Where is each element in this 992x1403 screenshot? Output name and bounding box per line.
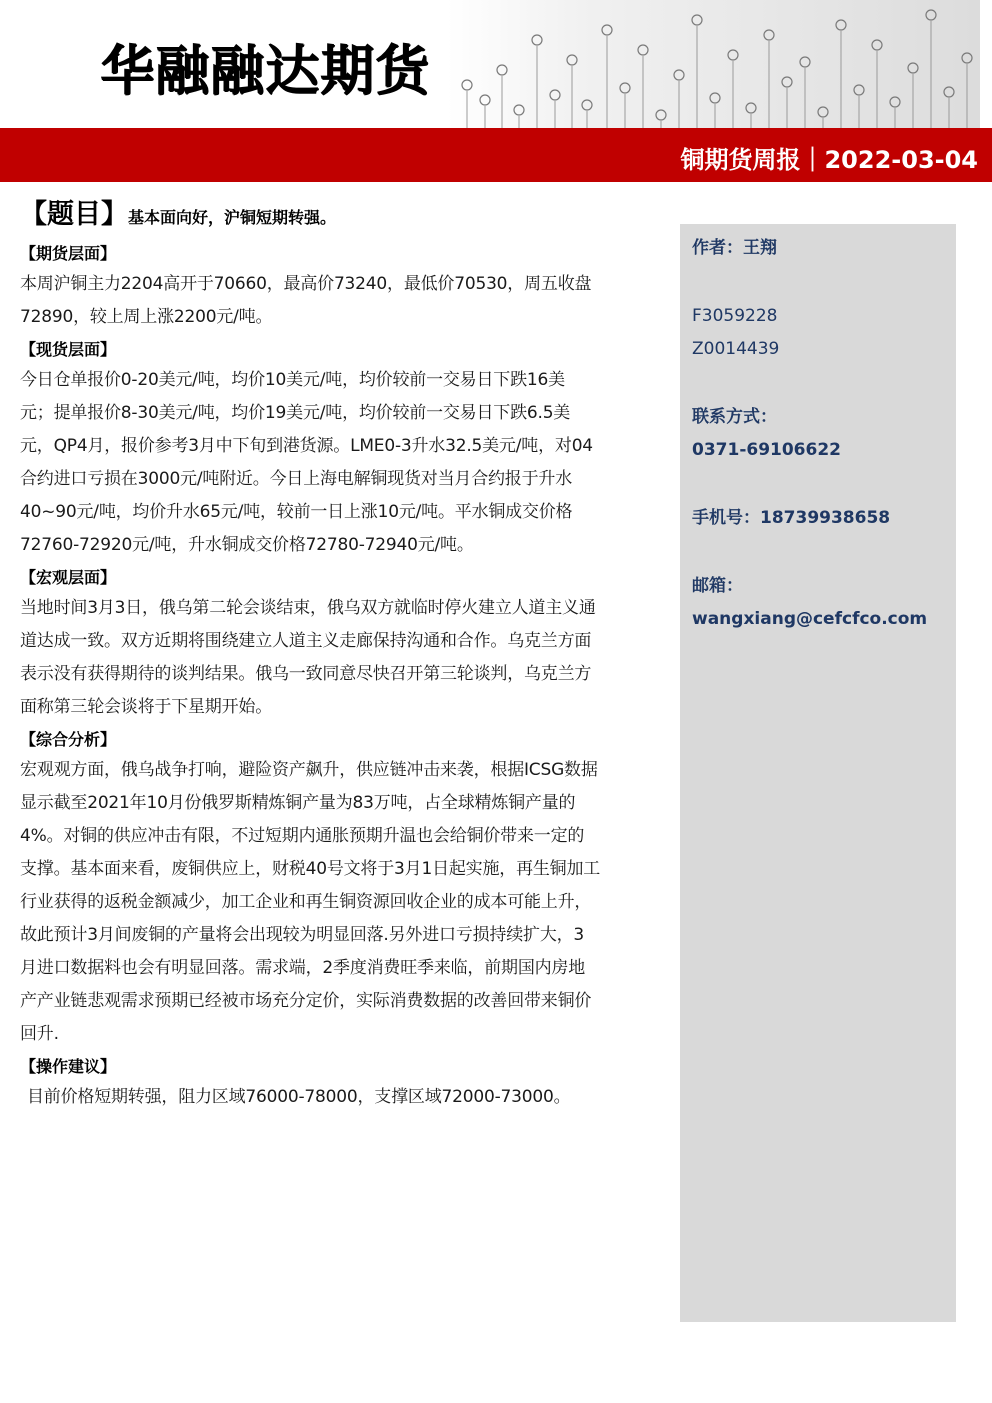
text-line: 当地时间3月3日，俄乌第二轮会谈结束，俄乌双方就临时停火建立人道主义通: [20, 598, 596, 618]
mobile-line: [692, 502, 944, 535]
brand-logo: 华融融达期货: [100, 38, 430, 102]
text-line: 故此预计3月间废铜的产量将会出现较为明显回落.另外进口亏损持续扩大，3: [20, 925, 585, 945]
text-line: 支撑。基本面来看，废铜供应上，财税40号文将于3月1日起实施，再生铜加工: [20, 859, 601, 879]
topic-label: 【题目】: [20, 199, 128, 230]
text-line: 产产业链悲观需求预期已经被市场充分定价，实际消费数据的改善回带来铜价: [20, 991, 592, 1011]
stem-bulb: [638, 45, 648, 55]
section-heading: 【宏观层面】: [20, 568, 117, 587]
text-line: 本周沪铜主力2204高开于70660，最高价73240，最低价70530，周五收盘: [20, 274, 592, 294]
contact-phone: 0371-69106622: [692, 440, 841, 460]
stem-bulb: [480, 95, 490, 105]
stem-bulb: [602, 25, 612, 35]
section-heading: 【现货层面】: [20, 340, 117, 359]
stem-bulb: [944, 87, 954, 97]
stem-bulb: [962, 53, 972, 63]
stem-bulb: [514, 105, 524, 115]
license-number: Z0014439: [692, 339, 780, 359]
topic-text: 基本面向好，沪铜短期转强。: [128, 208, 337, 227]
email-value: wangxiang@cefcfco.com: [692, 609, 928, 629]
spacer: [692, 535, 944, 570]
text-line: 宏观观方面，俄乌战争打响，避险资产飙升，供应链冲击来袭，根据ICSG数据: [20, 760, 598, 780]
dandelion-pattern-graphic: [447, 0, 980, 128]
section-heading: 【期货层面】: [20, 244, 117, 263]
section-heading: 【综合分析】: [20, 730, 117, 749]
section-paragraph: [20, 754, 670, 1051]
spacer: [692, 467, 944, 502]
stem-bulb: [462, 80, 472, 90]
text-line: 4%。对铜的供应冲击有限，不过短期内通胀预期升温也会给铜价带来一定的: [20, 826, 585, 846]
report-title: 铜期货周报｜2022-03-04: [680, 146, 978, 174]
stem-bulb: [872, 40, 882, 50]
stem-bulb: [836, 20, 846, 30]
text-line: 月进口数据料也会有明显回落。需求端，2季度消费旺季来临，前期国内房地: [20, 958, 586, 978]
text-line: 表示没有获得期待的谈判结果。俄乌一致同意尽快召开第三轮谈判，乌克兰方: [20, 664, 592, 684]
stem-bulb: [908, 63, 918, 73]
stem-bulb: [926, 10, 936, 20]
stem-bulb: [582, 100, 592, 110]
stem-bulb: [710, 93, 720, 103]
stem-bulb: [620, 83, 630, 93]
topic-line: [20, 192, 336, 231]
license-number: F3059228: [692, 306, 778, 326]
author-line: [692, 232, 944, 265]
text-line: 元，QP4月，报价参考3月中下旬到港货源。LME0-3升水32.5美元/吨，对04: [20, 436, 593, 456]
stem-bulb: [550, 90, 560, 100]
section-heading: 【操作建议】: [20, 1057, 117, 1076]
stem-bulb: [567, 55, 577, 65]
text-line: 显示截至2021年10月份俄罗斯精炼铜产量为83万吨，占全球精炼铜产量的: [20, 793, 576, 813]
stem-bulb: [890, 97, 900, 107]
stem-bulb: [532, 35, 542, 45]
stem-bulb: [746, 103, 756, 113]
stem-bulb: [497, 65, 507, 75]
spacer: [692, 265, 944, 300]
mobile-label: 手机号：: [692, 508, 760, 528]
section-paragraph: [20, 268, 670, 334]
section-analysis: [20, 726, 670, 1051]
text-line: 道达成一致。双方近期将围绕建立人道主义走廊保持沟通和合作。乌克兰方面: [20, 631, 592, 651]
text-line: 合约进口亏损在3000元/吨附近。今日上海电解铜现货对当月合约报于升水: [20, 469, 572, 489]
author-label: 作者：: [692, 238, 743, 258]
text-line: 今日仓单报价0-20美元/吨，均价10美元/吨，均价较前一交易日下跌16美: [20, 370, 565, 390]
email-label: 邮箱：: [692, 576, 743, 596]
section-advice: [20, 1053, 670, 1114]
section-futures: [20, 240, 670, 334]
section-macro: [20, 564, 670, 724]
author-sidebar: [680, 224, 956, 1322]
stem-bulb: [782, 77, 792, 87]
mobile-value: 18739938658: [760, 508, 891, 528]
section-paragraph: [20, 364, 670, 562]
section-paragraph: [20, 592, 670, 724]
stem-bulb: [854, 85, 864, 95]
text-line: 72890，较上周上涨2200元/吨。: [20, 307, 273, 327]
text-line: 72760-72920元/吨，升水铜成交价格72780-72940元/吨。: [20, 535, 474, 555]
stem-bulb: [800, 57, 810, 67]
stem-bulb: [818, 107, 828, 117]
text-line: 元；提单报价8-30美元/吨，均价19美元/吨，均价较前一交易日下跌6.5美: [20, 403, 571, 423]
stem-bulb: [656, 110, 666, 120]
header-decoration: [447, 0, 980, 128]
section-spot: [20, 336, 670, 562]
text-line: 40~90元/吨，均价升水65元/吨，较前一日上涨10元/吨。平水铜成交价格: [20, 502, 573, 522]
section-paragraph: [20, 1081, 670, 1114]
spacer: [692, 366, 944, 401]
contact-label: 联系方式：: [692, 407, 777, 427]
stem-bulb: [674, 70, 684, 80]
report-body: [20, 240, 670, 1116]
text-line: 回升.: [20, 1024, 59, 1044]
author-info: [680, 224, 956, 644]
stem-bulb: [764, 30, 774, 40]
text-line: 目前价格短期转强，阻力区域76000-78000，支撑区域72000-73000。: [27, 1087, 571, 1107]
author-name: 王翔: [743, 238, 777, 258]
stem-bulb: [728, 50, 738, 60]
stem-bulb: [692, 15, 702, 25]
text-line: 面称第三轮会谈将于下星期开始。: [20, 697, 272, 717]
text-line: 行业获得的返税金额减少，加工企业和再生铜资源回收企业的成本可能上升，: [20, 892, 592, 912]
